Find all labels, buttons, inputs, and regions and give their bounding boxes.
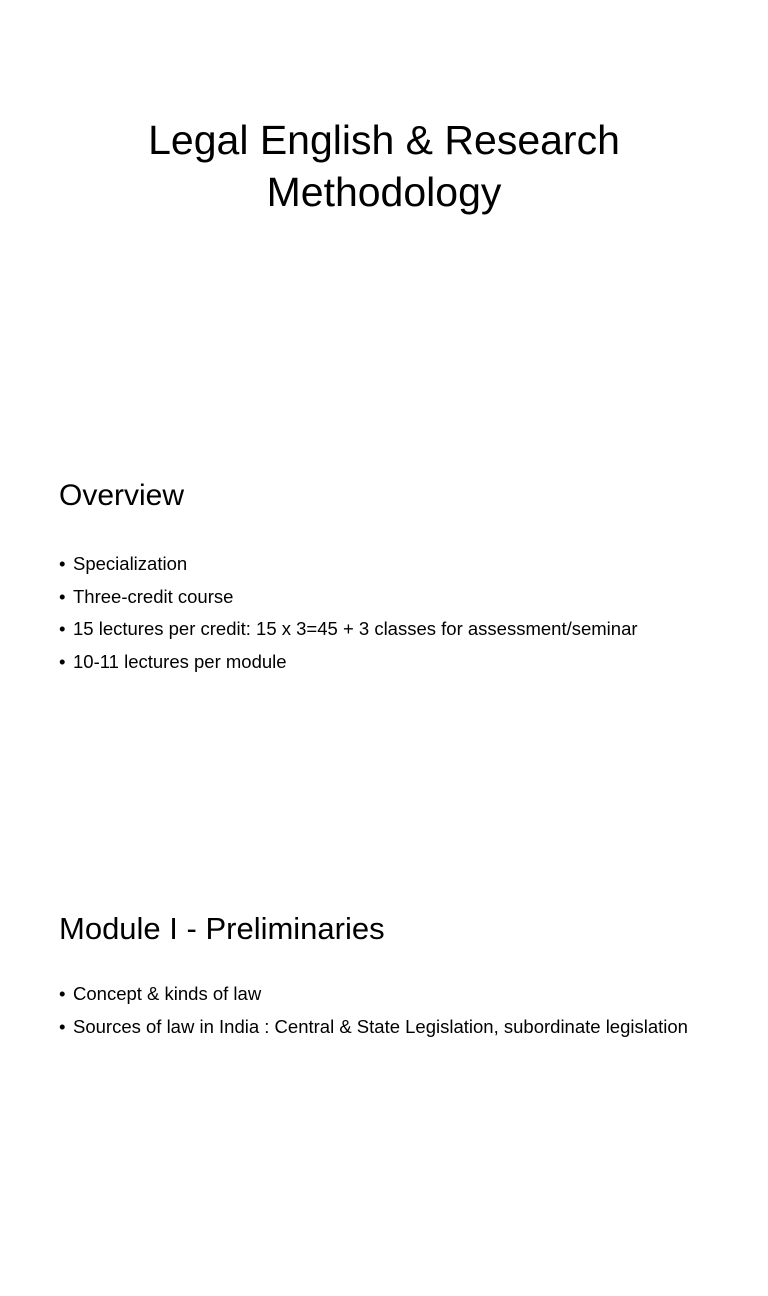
list-item — [59, 646, 638, 679]
bullet-icon: • — [59, 553, 66, 574]
bullet-list — [59, 978, 688, 1043]
slide-heading: Module I - Preliminaries — [59, 911, 385, 946]
slide-title — [0, 0, 768, 432]
list-item-text: 10-11 lectures per module — [73, 650, 287, 672]
bullet-icon: • — [59, 585, 66, 607]
slide-module-1 — [0, 864, 768, 1296]
list-item — [59, 613, 638, 646]
list-item-text: Sources of law in India : Central & State Legislation, subordinate legislation — [73, 1015, 688, 1037]
list-item-text: Three-credit course — [73, 585, 234, 607]
bullet-icon: • — [59, 618, 66, 639]
bullet-icon: • — [59, 983, 66, 1004]
slide-overview — [0, 432, 768, 864]
list-item — [59, 978, 688, 1011]
list-item — [59, 548, 638, 581]
list-item — [59, 1011, 688, 1044]
list-item-text: Specialization — [73, 553, 188, 574]
presentation-title — [0, 114, 768, 218]
bullet-list — [59, 548, 638, 678]
slide-heading: Overview — [59, 479, 185, 512]
bullet-icon: • — [59, 1015, 66, 1037]
list-item-text: Concept & kinds of law — [73, 983, 262, 1004]
list-item — [59, 581, 638, 614]
title-line-1: Legal English & Research — [148, 117, 620, 163]
list-item-text: 15 lectures per credit: 15 x 3=45 + 3 classes for assessment/seminar — [73, 618, 638, 639]
title-line-2: Methodology — [266, 169, 502, 215]
bullet-icon: • — [59, 650, 66, 672]
